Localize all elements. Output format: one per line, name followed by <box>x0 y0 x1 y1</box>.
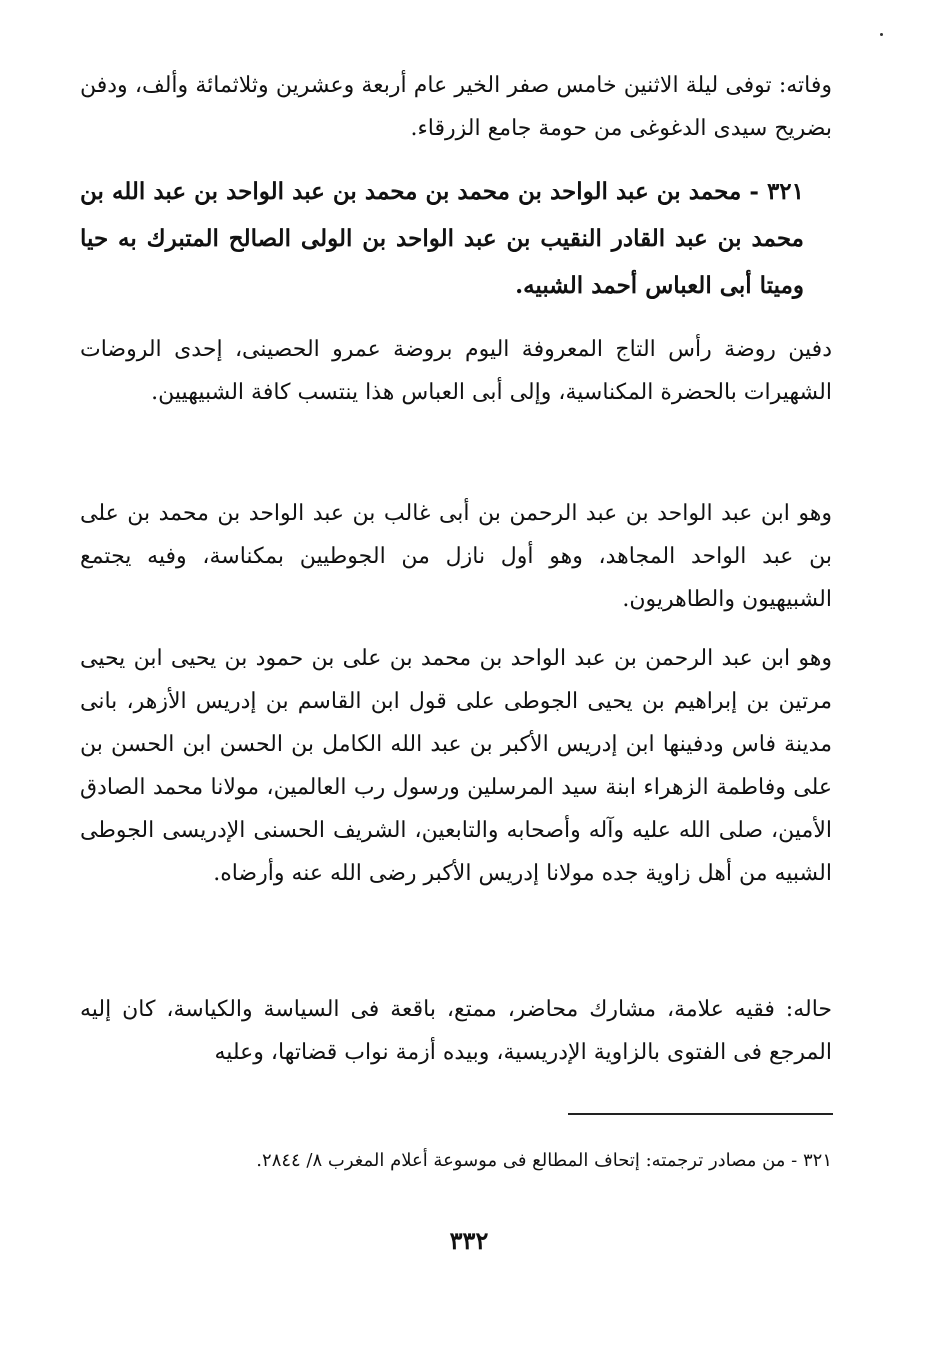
scan-speck <box>880 33 883 36</box>
paragraph-burial: دفين روضة رأس التاج المعروفة اليوم بروضة عمرو الحصينى، إحدى الروضات الشهيرات بالحضرة المكناسية، وإلى أبى العباس هذا ينتسب كافة الشبيهيين. <box>80 337 832 405</box>
footnote-divider <box>568 1113 833 1115</box>
footnote: ٣٢١ - من مصادر ترجمته: إتحاف المطالع فى موسوعة أعلام المغرب ٨/ ٢٨٤٤. <box>256 1150 832 1171</box>
paragraph-status: حاله: فقيه علامة، مشارك محاضر، ممتع، باقعة فى السياسة والكياسة، كان إليه المرجع فى الفتوى بالزاوية الإدريسية، وبيده أزمة نواب قضاتها، وعليه <box>80 997 832 1065</box>
paragraph-lineage-2: وهو ابن عبد الرحمن بن عبد الواحد بن محمد بن على بن حمود بن يحيى ابن يحيى مرتين بن إبراهيم بن يحيى الجوطى على قول ابن القاسم بن إدريس الأزهر، بانى مدينة فاس ودفينها ابن إدريس الأكبر بن عبد الله الكامل بن الحسن ابن الحسن بن على وفاطمة الزهراء ابنة سيد المرسلين ورسول رب العالمين، مولانا محمد الصادق الأمين، صلى الله عليه وآله وأصحابه والتابعين، الشريف الحسنى الإدريسى الجوطى الشبيه من أهل زاوية جده مولانا إدريس الأكبر رضى الله عنه وأرضاه. <box>80 646 832 886</box>
paragraph-lineage-1: وهو ابن عبد الواحد بن عبد الرحمن بن أبى غالب بن عبد الواحد بن محمد بن على بن عبد الواحد المجاهد، وهو أول نازل من الجوطيين بمكناسة، وفيه يجتمع الشبيهيون والطاهريون. <box>80 501 832 612</box>
page-number: ٣٣٢ <box>449 1226 489 1255</box>
paragraph-death: وفاته: توفى ليلة الاثنين خامس صفر الخير عام أربعة وعشرين وثلاثمائة وألف، ودفن بضريح سيدى الدغوغى من حومة جامع الزرقاء. <box>80 73 832 141</box>
entry-heading: ٣٢١ - محمد بن عبد الواحد بن محمد بن محمد بن عبد الواحد بن عبد الله بن محمد بن عبد القادر النقيب بن عبد الواحد بن الولى الصالح المتبرك به حيا وميتا أبى العباس أحمد الشبيه. <box>80 178 804 299</box>
